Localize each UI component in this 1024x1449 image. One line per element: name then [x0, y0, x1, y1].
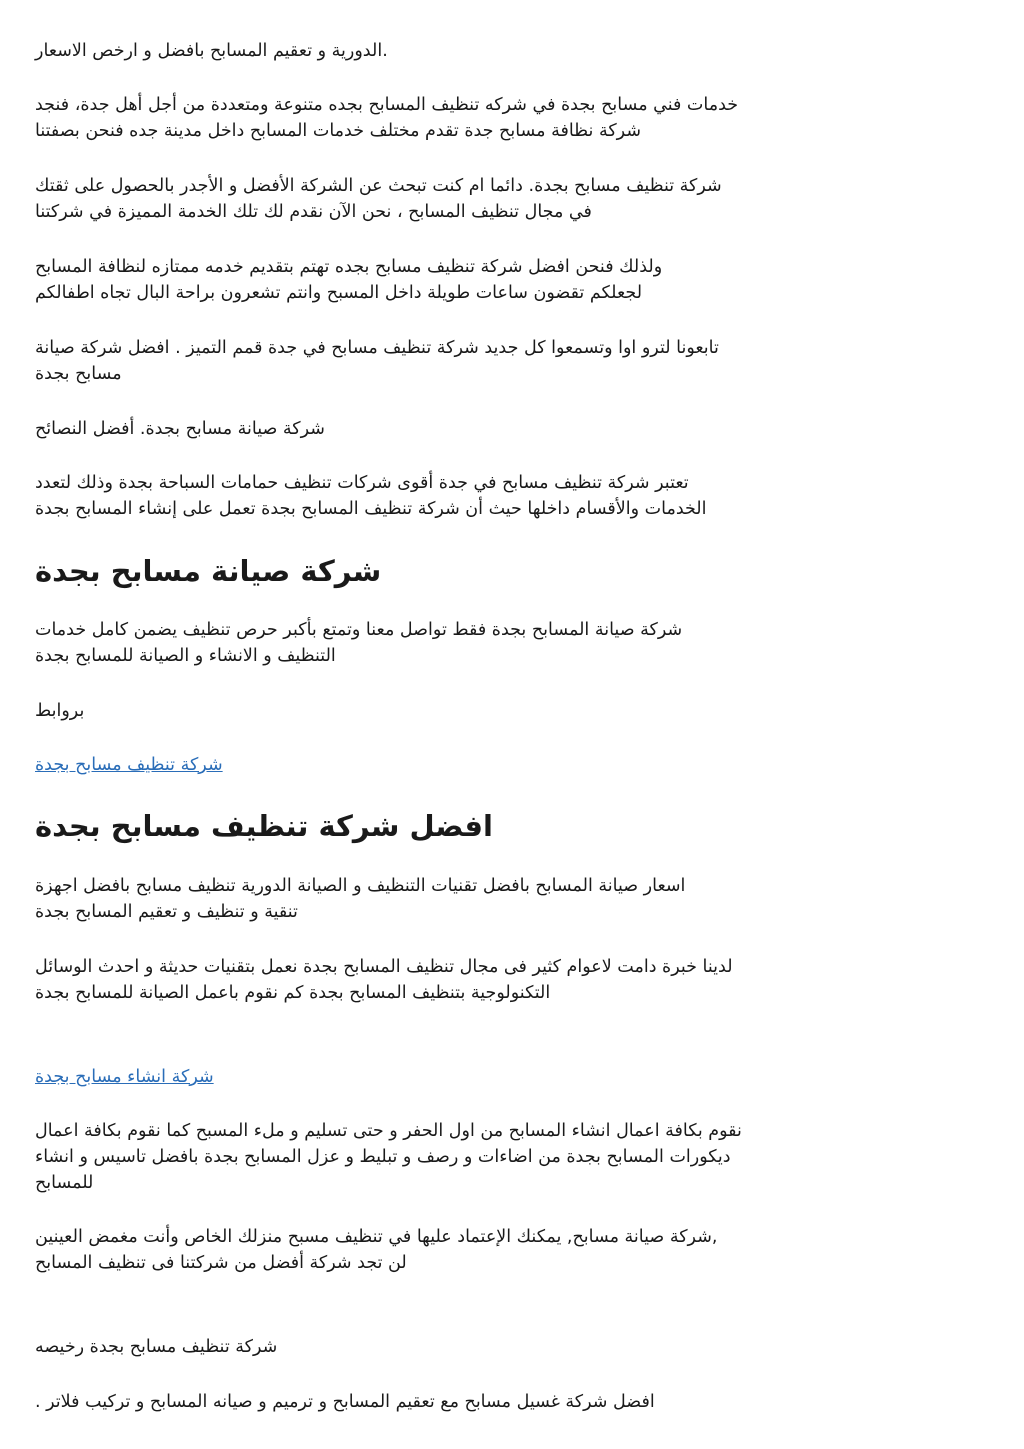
link-cleaning-company[interactable]: شركة تنظيف مسابح بجدة [35, 755, 223, 775]
paragraph-prices: اسعار صيانة المسابح بافضل تقنيات التنظيف و الصيانة الدورية تنظيف مسابح بافضل اجهزة تنقية و تنظيف و تعقيم المسابح بجدة [35, 876, 686, 922]
paragraph-washing-company: . افضل شركة غسيل مسابح مع تعقيم المسابح و ترميم و صيانه المسابح و تركيب فلاتر [35, 1392, 655, 1412]
link-container-cleaning [35, 752, 986, 778]
paragraph-quality-service: ولذلك فنحن افضل شركة تنظيف مسابح بجده تهتم بتقديم خدمه ممتازه لنظافة المسابح لجعلكم تقضون ساعات طويلة داخل المسبح وانتم تشعرون براحة البال تجاه اطفالكم [35, 257, 663, 303]
heading-maintenance-company: شركة صيانة مسابح بجدة [35, 554, 382, 588]
paragraph-cheap-cleaning: شركة تنظيف مسابح بجدة رخيصه [35, 1337, 278, 1357]
link-construction-company[interactable]: شركة انشاء مسابح بجدة [35, 1067, 214, 1087]
paragraph-best-company: شركة تنظيف مسابح بجدة. دائما ام كنت تبحث عن الشركة الأفضل و الأجدر بالحصول على ثقتك في مجال تنظيف المسابح ، نحن الآن نقدم لك تلك الخدمة المميزة في شركتنا [35, 176, 722, 222]
paragraph-construction-works: نقوم بكافة اعمال انشاء المسابح من اول الحفر و حتى تسليم و ملء المسبح كما نقوم بكافة اعمال ديكورات المسابح بجدة من اضاءات و رصف و تبليط و عزل المسابح بجدة بافضل تاسيس و انشاء للمسابح [35, 1121, 742, 1193]
link-container-construction [35, 1064, 986, 1090]
paragraph-experience: لدينا خبرة دامت لاعوام كثير فى مجال تنظيف المسابح بجدة نعمل بتقنيات حديثة و احدث الوسائل التكنولوجية بتنظيف المسابح بجدة كم نقوم باعمل الصيانة للمسابح بجدة [35, 957, 733, 1003]
paragraph-intro-fragment: الدورية و تعقيم المسابح بافضل و ارخص الاسعار. [35, 41, 388, 61]
paragraph-links-label: بروابط [35, 701, 85, 721]
paragraph-follow-us: تابعونا لترو اوا وتسمعوا كل جديد شركة تنظيف مسابح في جدة قمم التميز . افضل شركة صيانة مسابح بجدة [35, 338, 719, 384]
paragraph-strongest-companies: تعتبر شركة تنظيف مسابح في جدة أقوى شركات تنظيف حمامات السباحة بجدة وذلك لتعدد الخدمات والأقسام داخلها حيث أن شركة تنظيف المسابح بجدة تعمل على إنشاء المسابح بجدة [35, 473, 707, 519]
paragraph-best-tips: شركة صيانة مسابح بجدة. أفضل النصائح [35, 419, 325, 439]
paragraph-reliable-maintenance: شركة صيانة مسابح, يمكنك الإعتماد عليها في تنظيف مسبح منزلك الخاص وأنت مغمض العينين, لن تجد شركة أفضل من شركتنا فى تنظيف المسابح [35, 1227, 718, 1273]
paragraph-contact-us: شركة صيانة المسابح بجدة فقط تواصل معنا وتمتع بأكبر حرص تنظيف يضمن كامل خدمات التنظيف و الانشاء و الصيانة للمسابح بجدة [35, 620, 683, 666]
paragraph-services: خدمات فني مسابح بجدة في شركه تنظيف المسابح بجده متنوعة ومتعددة من أجل أهل جدة، فنجد شركة نظافة مسابح جدة تقدم مختلف خدمات المسابح داخل مدينة جده فنحن بصفتنا [35, 95, 739, 141]
heading-best-cleaning-company: افضل شركة تنظيف مسابح بجدة [35, 809, 493, 843]
